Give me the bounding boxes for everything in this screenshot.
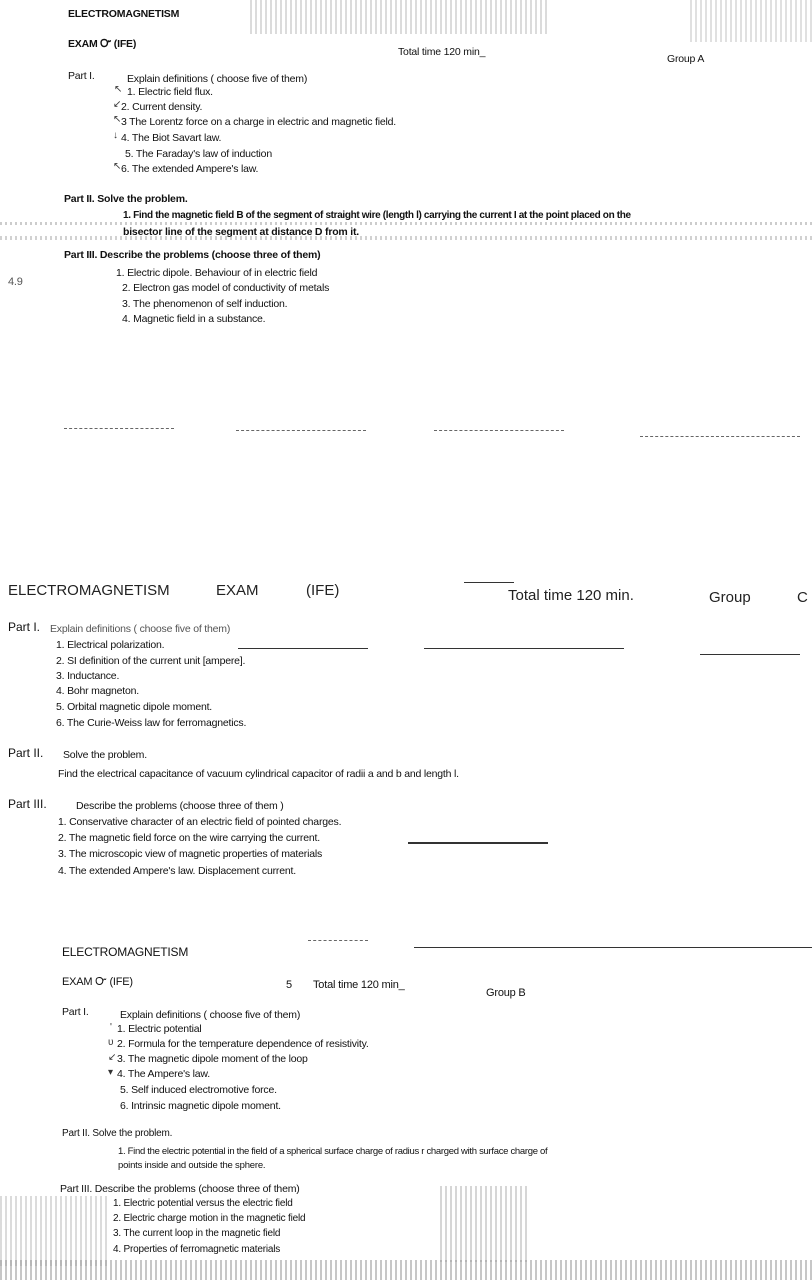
exam-sheet-group-b	[0, 920, 812, 1280]
exam-a-part2-problem-cont: bisector line of the segment at distance D from it.	[123, 226, 360, 238]
exam-c-part1-instruction: Explain definitions ( choose five of them)	[50, 623, 231, 635]
exam-a-part1-item: 3 The Lorentz force on a charge in electric and magnetic field.	[121, 116, 396, 128]
exam-c-part2-title: Part II.	[8, 746, 44, 760]
exam-b-part3-title: Part III. Describe the problems (choose three of them)	[60, 1183, 300, 1195]
exam-a-part3-item: 4. Magnetic field in a substance.	[122, 313, 266, 325]
exam-c-part3-instruction: Describe the problems (choose three of them )	[76, 800, 284, 812]
exam-c-part3-title: Part III.	[8, 797, 47, 811]
exam-a-part1-item: 4. The Biot Savart law.	[121, 132, 222, 144]
scan-noise-bottom	[440, 1186, 530, 1262]
exam-c-part1-item: 4. Bohr magneton.	[56, 685, 139, 697]
exam-a-group: Group A	[667, 53, 705, 65]
exam-a-part3-item: 1. Electric dipole. Behaviour of in electric field	[116, 267, 318, 279]
exam-b-part1-item: 4. The Ampere's law.	[117, 1068, 210, 1080]
exam-c-part3-item: 2. The magnetic field force on the wire carrying the current.	[58, 832, 320, 844]
exam-c-part2-title-rest: Solve the problem.	[63, 749, 147, 761]
scan-noise-bottom	[0, 1260, 812, 1280]
header-rule	[414, 947, 812, 948]
exam-a-subject: ELECTROMAGNETISM	[68, 8, 180, 20]
fold-line	[640, 436, 800, 438]
check-mark: '	[110, 1022, 112, 1033]
exam-b-part1-item: 1. Electric potential	[117, 1023, 202, 1035]
exam-a-total-time: Total time 120 min_	[398, 46, 486, 58]
check-mark: ↙	[108, 1052, 117, 1063]
exam-c-part3-item: 4. The extended Ampere's law. Displacement current.	[58, 865, 296, 877]
underline	[464, 582, 514, 583]
scribble-line	[408, 842, 548, 844]
scan-noise-top-right	[690, 0, 812, 42]
exam-b-part2-problem: 1. Find the electric potential in the field of a spherical surface charge of radius r charged with surface charge of	[118, 1146, 548, 1157]
exam-a-part1-item: 2. Current density.	[121, 101, 203, 113]
exam-c-part1-item: 5. Orbital magnetic dipole moment.	[56, 701, 213, 713]
exam-b-part1-item: 5. Self induced electromotive force.	[120, 1084, 277, 1096]
strike-line	[700, 654, 800, 655]
check-mark: ↓	[113, 130, 118, 141]
exam-c-group-letter: C	[797, 589, 808, 606]
exam-b-part1-item: 6. Intrinsic magnetic dipole moment.	[120, 1100, 281, 1112]
strike-line	[238, 648, 368, 649]
exam-a-part2-title: Part II. Solve the problem.	[64, 193, 188, 205]
exam-c-part1-item: 3. Inductance.	[56, 670, 120, 682]
exam-a-label: EXAM Ꮕ (IFE)	[68, 38, 137, 50]
exam-c-subject: ELECTROMAGNETISM	[8, 582, 170, 599]
exam-c-part3-item: 1. Conservative character of an electric field of pointed charges.	[58, 816, 342, 828]
exam-b-part3-item: 3. The current loop in the magnetic field	[113, 1228, 281, 1239]
header-dash	[308, 940, 368, 942]
exam-c-part3-item: 3. The microscopic view of magnetic properties of materials	[58, 848, 323, 860]
scan-streak	[0, 236, 812, 240]
exam-a-part1-item: 6. The extended Ampere's law.	[121, 163, 259, 175]
exam-b-part3-item: 1. Electric potential versus the electric field	[113, 1198, 293, 1209]
check-mark: ▾	[108, 1067, 114, 1078]
exam-c-group: Group	[709, 589, 751, 606]
fold-line	[236, 430, 366, 432]
exam-b-part1-title: Part I.	[62, 1006, 89, 1018]
exam-b-label: EXAM Ꮕ (IFE)	[62, 976, 133, 988]
exam-sheet-group-c	[0, 560, 812, 890]
strike-line	[424, 648, 624, 649]
exam-a-part2-problem: 1. Find the magnetic field B of the segment of straight wire (length l) carrying the current I at the point placed on the	[123, 210, 631, 221]
fold-line	[64, 428, 174, 430]
exam-a-part1-title: Part I.	[68, 70, 95, 82]
check-mark: ↖	[113, 161, 122, 172]
exam-c-part2-problem: Find the electrical capacitance of vacuum cylindrical capacitor of radii a and b and length l.	[58, 768, 459, 780]
exam-c-total-time: Total time 120 min.	[508, 587, 634, 604]
exam-a-part1-item: 1. Electric field flux.	[127, 86, 213, 98]
exam-b-subject: ELECTROMAGNETISM	[62, 945, 189, 959]
exam-b-part2-problem-cont: points inside and outside the sphere.	[118, 1160, 266, 1171]
check-mark: υ	[108, 1037, 114, 1048]
exam-c-label: EXAM	[216, 582, 259, 599]
exam-c-part1-item: 1. Electrical polarization.	[56, 639, 165, 651]
exam-a-part3-item: 2. Electron gas model of conductivity of metals	[122, 282, 330, 294]
margin-note: 4.9	[8, 276, 23, 288]
scan-noise-top	[250, 0, 550, 34]
exam-a-part1-item: 5. The Faraday's law of induction	[125, 148, 272, 160]
exam-b-part3-item: 2. Electric charge motion in the magnetic field	[113, 1213, 306, 1224]
check-mark: ↖	[114, 84, 123, 95]
check-mark: ↙	[113, 99, 122, 110]
exam-c-part1-item: 6. The Curie-Weiss law for ferromagnetics.	[56, 717, 247, 729]
exam-sheet-group-a	[0, 0, 812, 540]
exam-b-total-time: Total time 120 min_	[313, 979, 405, 991]
exam-b-part2-title: Part II. Solve the problem.	[62, 1128, 173, 1139]
exam-b-part1-item: 2. Formula for the temperature dependence of resistivity.	[117, 1038, 369, 1050]
exam-a-part1-instruction: Explain definitions ( choose five of them)	[127, 73, 308, 85]
exam-b-part1-instruction: Explain definitions ( choose five of them)	[120, 1009, 301, 1021]
exam-c-part1-item: 2. SI definition of the current unit [ampere].	[56, 655, 246, 667]
exam-b-number: 5	[286, 979, 292, 991]
exam-c-ife: (IFE)	[306, 582, 340, 599]
exam-b-group: Group B	[486, 987, 526, 999]
fold-line	[434, 430, 564, 432]
exam-b-part3-item: 4. Properties of ferromagnetic materials	[113, 1244, 281, 1255]
scan-streak	[0, 222, 812, 225]
check-mark: ↖	[113, 114, 122, 125]
exam-b-part1-item: 3. The magnetic dipole moment of the loop	[117, 1053, 308, 1065]
exam-c-part1-title: Part I.	[8, 620, 41, 634]
exam-a-part3-title: Part III. Describe the problems (choose three of them)	[64, 249, 321, 261]
exam-a-part3-item: 3. The phenomenon of self induction.	[122, 298, 288, 310]
scan-noise-bottom	[0, 1196, 110, 1266]
